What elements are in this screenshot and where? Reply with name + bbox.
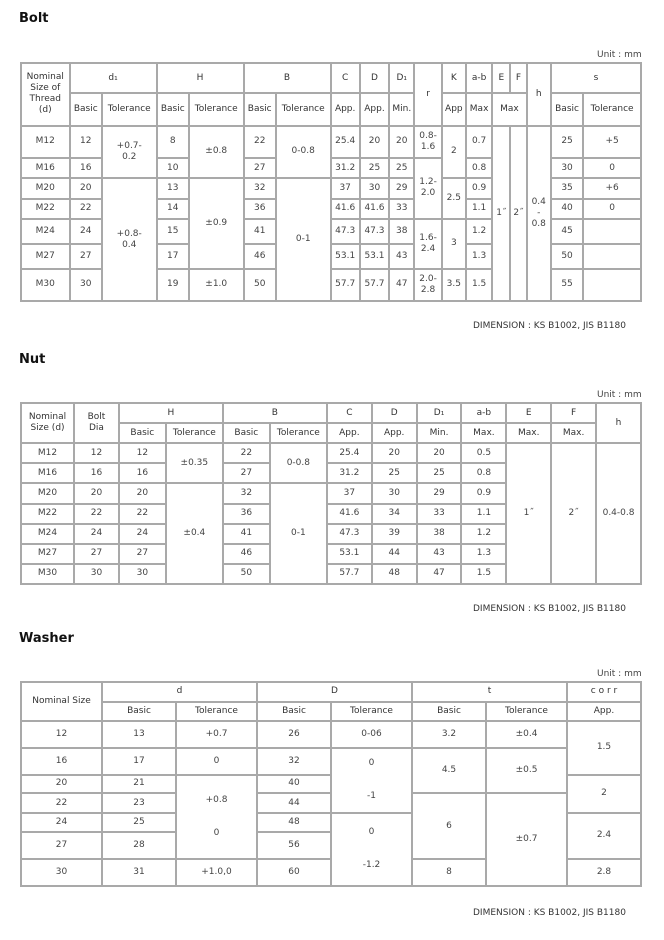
table-cell: 0-06 [332, 722, 411, 747]
bolt-subheader-b-tolerance: Tolerance [277, 94, 330, 124]
nut-header-h: H [120, 404, 222, 422]
table-cell: 27 [71, 245, 101, 268]
table-cell: 22 [75, 505, 118, 523]
nut-subheader-f-max: Max. [552, 424, 595, 442]
table-cell: 1.3 [467, 245, 491, 268]
nut-header-nominal-size: Nominal Size (d) [22, 404, 73, 442]
table-cell: 29 [390, 179, 413, 197]
table-cell: 37 [332, 179, 359, 197]
table-cell: 1.5 [467, 270, 491, 300]
table-cell: 41 [224, 525, 269, 543]
table-cell: 20 [361, 127, 388, 157]
table-cell: 26 [258, 722, 330, 747]
table-cell: 0 [584, 200, 640, 218]
table-cell: 20 [373, 444, 416, 462]
table-cell: 12 [71, 127, 101, 157]
table-cell: 0 -1.2 [332, 814, 411, 885]
table-cell: 43 [390, 245, 413, 268]
nut-header-c: C [328, 404, 371, 422]
table-cell: 38 [418, 525, 461, 543]
table-cell: 12 [120, 444, 165, 462]
table-cell: M20 [22, 179, 69, 197]
table-cell: 2˝ [511, 127, 525, 300]
table-cell: M24 [22, 525, 73, 543]
table-cell: 13 [158, 179, 188, 197]
table-cell: 32 [258, 749, 330, 774]
nut-header-e: E [507, 404, 550, 422]
bolt-subheader-d1-tolerance: Tolerance [103, 94, 156, 124]
table-cell: 53.1 [332, 245, 359, 268]
table-cell: 40 [552, 200, 582, 218]
table-cell: 57.7 [332, 270, 359, 300]
bolt-subheader-d1-basic: Basic [71, 94, 101, 124]
table-cell: M24 [22, 220, 69, 243]
table-cell: 48 [258, 814, 330, 832]
table-cell: 56 [258, 833, 330, 858]
table-cell: 24 [22, 814, 101, 832]
table-cell: ±0.35 [167, 444, 222, 482]
table-cell: 0.7 [467, 127, 491, 157]
table-cell: 47 [390, 270, 413, 300]
table-cell: 0.8- 1.6 [415, 127, 440, 157]
nut-header-d1: D₁ [418, 404, 461, 422]
table-cell: ±0.5 [487, 749, 566, 792]
table-cell: 38 [390, 220, 413, 243]
washer-subheader-corr-app: App. [568, 703, 640, 721]
table-cell: 1.3 [462, 545, 505, 563]
table-cell: 31.2 [328, 464, 371, 482]
table-cell: 10 [158, 159, 188, 177]
table-cell: 1.2 [462, 525, 505, 543]
table-cell: 0-0.8 [277, 127, 330, 178]
table-cell: 41.6 [361, 200, 388, 218]
table-cell: ±0.4 [167, 484, 222, 583]
table-cell: 44 [373, 545, 416, 563]
washer-header-corr: c o r r [568, 683, 640, 701]
nut-subheader-b-basic: Basic [224, 424, 269, 442]
table-cell: 34 [373, 505, 416, 523]
table-cell: 24 [120, 525, 165, 543]
nut-subheader-b-tolerance: Tolerance [271, 424, 326, 442]
table-cell: +0.7 [177, 722, 256, 747]
washer-dimension-note: DIMENSION : KS B1002, JIS B1180 [473, 908, 626, 918]
table-cell: 2.5 [443, 179, 465, 218]
table-cell: 0.9 [462, 484, 505, 502]
table-cell: 25 [361, 159, 388, 177]
table-cell: 46 [245, 245, 275, 268]
bolt-subheader-ab-max: Max [467, 94, 491, 124]
table-cell: 31.2 [332, 159, 359, 177]
bolt-header-e: E [493, 64, 509, 92]
nut-header-bolt-dia: Bolt Dia [75, 404, 118, 442]
table-cell: 53.1 [328, 545, 371, 563]
bolt-subheader-d-app: App. [361, 94, 388, 124]
table-cell: 12 [75, 444, 118, 462]
table-cell: 20 [418, 444, 461, 462]
bolt-section-title: Bolt [19, 11, 49, 26]
table-cell: 39 [373, 525, 416, 543]
washer-subheader-t-tolerance: Tolerance [487, 703, 566, 721]
table-cell: 4.5 [413, 749, 485, 792]
nut-unit-label: Unit : mm [597, 390, 642, 400]
table-cell: 25 [103, 814, 175, 832]
table-cell: 43 [418, 545, 461, 563]
table-cell: 41 [245, 220, 275, 243]
table-cell: 32 [224, 484, 269, 502]
table-cell: +0.7- 0.2 [103, 127, 156, 178]
washer-subheader-d-basic: Basic [103, 703, 175, 721]
table-cell: 33 [418, 505, 461, 523]
table-cell: 27 [22, 833, 101, 858]
table-cell: M30 [22, 565, 73, 583]
nut-section-title: Nut [19, 352, 46, 367]
bolt-unit-label: Unit : mm [597, 50, 642, 60]
table-cell: 47.3 [361, 220, 388, 243]
table-cell: 20 [75, 484, 118, 502]
nut-dimension-note: DIMENSION : KS B1002, JIS B1180 [473, 604, 626, 614]
table-cell: 19 [158, 270, 188, 300]
table-cell: 27 [224, 464, 269, 482]
table-cell: 6 [413, 794, 485, 858]
nut-subheader-h-tolerance: Tolerance [167, 424, 222, 442]
table-cell: 22 [22, 794, 101, 812]
table-cell: +6 [584, 179, 640, 197]
table-cell: 8 [158, 127, 188, 157]
bolt-subheader-ef-max: Max [493, 94, 525, 124]
bolt-header-d1: d₁ [71, 64, 156, 92]
table-cell: 24 [75, 525, 118, 543]
table-cell: 16 [75, 464, 118, 482]
washer-section-title: Washer [19, 631, 74, 646]
table-cell: 0 [584, 159, 640, 177]
nut-header-h-small: h [597, 404, 640, 442]
bolt-header-f: F [511, 64, 525, 92]
table-cell: 27 [75, 545, 118, 563]
table-cell: 47 [418, 565, 461, 583]
table-cell: 25 [390, 159, 413, 177]
table-cell: 1.1 [467, 200, 491, 218]
bolt-header-h: H [158, 64, 243, 92]
nut-header-b: B [224, 404, 326, 422]
washer-header-d: d [103, 683, 256, 701]
table-cell: 0.8 [462, 464, 505, 482]
bolt-header-b: B [245, 64, 330, 92]
table-cell: 2.0- 2.8 [415, 270, 440, 300]
table-cell [584, 220, 640, 243]
table-cell: 30 [71, 270, 101, 300]
washer-header-t: t [413, 683, 566, 701]
table-cell: 36 [245, 200, 275, 218]
table-cell: 2 [568, 776, 640, 812]
table-cell: 28 [103, 833, 175, 858]
bolt-header-ab: a-b [467, 64, 491, 92]
table-cell: 0 [177, 749, 256, 774]
table-cell: 3.5 [443, 270, 465, 300]
table-cell: 20 [390, 127, 413, 157]
table-cell: 22 [245, 127, 275, 157]
table-cell: 17 [158, 245, 188, 268]
table-cell: 36 [224, 505, 269, 523]
table-cell: 16 [22, 749, 101, 774]
table-cell: +0.8- 0.4 [103, 179, 156, 300]
table-cell: 25.4 [328, 444, 371, 462]
nut-subheader-e-max: Max. [507, 424, 550, 442]
table-cell: 0.5 [462, 444, 505, 462]
table-cell: 21 [103, 776, 175, 793]
table-cell: 35 [552, 179, 582, 197]
nut-table [20, 402, 642, 585]
bolt-header-d: D [361, 64, 388, 92]
table-cell: 30 [22, 860, 101, 885]
table-cell: ±1.0 [190, 270, 243, 300]
bolt-subheader-c-app: App. [332, 94, 359, 124]
table-cell: 1.2 [467, 220, 491, 243]
table-cell: 0-0.8 [271, 444, 326, 482]
table-cell: 20 [22, 776, 101, 793]
table-cell: 2.4 [568, 814, 640, 858]
nut-subheader-d1-min: Min. [418, 424, 461, 442]
table-cell: 1.2- 2.0 [415, 159, 440, 218]
bolt-header-h-small: h [528, 64, 550, 125]
table-cell: +5 [584, 127, 640, 157]
nut-header-f: F [552, 404, 595, 422]
table-cell: 47.3 [332, 220, 359, 243]
nut-subheader-c-app: App. [328, 424, 371, 442]
table-cell: 16 [120, 464, 165, 482]
table-cell: 48 [373, 565, 416, 583]
table-cell: 60 [258, 860, 330, 885]
table-cell: 0.4 - 0.8 [528, 127, 550, 300]
table-cell: 17 [103, 749, 175, 774]
bolt-dimension-note: DIMENSION : KS B1002, JIS B1180 [473, 321, 626, 331]
table-cell: 1.5 [568, 722, 640, 774]
table-cell: 24 [71, 220, 101, 243]
table-cell: 22 [120, 505, 165, 523]
table-cell: 1.6- 2.4 [415, 220, 440, 268]
table-cell: M16 [22, 464, 73, 482]
table-cell: 50 [552, 245, 582, 268]
table-cell: 0-1 [271, 484, 326, 583]
bolt-header-s: s [552, 64, 640, 92]
table-cell: 57.7 [328, 565, 371, 583]
table-cell: 1˝ [493, 127, 509, 300]
table-cell: M16 [22, 159, 69, 177]
bolt-header-c: C [332, 64, 359, 92]
washer-header-nominal-size: Nominal Size [22, 683, 101, 720]
nut-subheader-ab-max: Max. [462, 424, 505, 442]
table-cell: 22 [71, 200, 101, 218]
table-cell: 53.1 [361, 245, 388, 268]
nut-header-ab: a-b [462, 404, 505, 422]
table-cell: 8 [413, 860, 485, 885]
washer-subheader-D-basic: Basic [258, 703, 330, 721]
table-cell: 50 [224, 565, 269, 583]
table-cell: 37 [328, 484, 371, 502]
table-cell: 29 [418, 484, 461, 502]
table-cell: 31 [103, 860, 175, 885]
bolt-subheader-d1-min: Min. [390, 94, 413, 124]
table-cell: ±0.4 [487, 722, 566, 747]
table-cell: 32 [245, 179, 275, 197]
bolt-subheader-b-basic: Basic [245, 94, 275, 124]
nut-subheader-h-basic: Basic [120, 424, 165, 442]
table-cell: 1.1 [462, 505, 505, 523]
table-cell: 2 [443, 127, 465, 178]
table-cell: 22 [224, 444, 269, 462]
table-cell: 2˝ [552, 444, 595, 583]
table-cell: 25 [418, 464, 461, 482]
table-cell: 45 [552, 220, 582, 243]
table-cell: M27 [22, 245, 69, 268]
table-cell: 30 [75, 565, 118, 583]
table-cell [584, 270, 640, 300]
bolt-subheader-h-basic: Basic [158, 94, 188, 124]
table-cell: 44 [258, 794, 330, 812]
bolt-subheader-s-basic: Basic [552, 94, 582, 124]
table-cell: 0.9 [467, 179, 491, 197]
table-cell: 0.8 [467, 159, 491, 177]
table-cell: 30 [552, 159, 582, 177]
table-cell: M20 [22, 484, 73, 502]
table-cell: +0.8 0 [177, 776, 256, 858]
table-cell: ±0.7 [487, 794, 566, 885]
table-cell: 46 [224, 545, 269, 563]
table-cell: 40 [258, 776, 330, 793]
table-cell: 41.6 [332, 200, 359, 218]
table-cell: 27 [245, 159, 275, 177]
bolt-subheader-k-app: App [443, 94, 465, 124]
table-cell: 3 [443, 220, 465, 268]
table-cell: M22 [22, 505, 73, 523]
table-cell: 20 [120, 484, 165, 502]
table-cell: 57.7 [361, 270, 388, 300]
table-cell: ±0.8 [190, 127, 243, 178]
table-cell: 1.5 [462, 565, 505, 583]
table-cell: 50 [245, 270, 275, 300]
table-cell: 30 [361, 179, 388, 197]
bolt-subheader-h-tolerance: Tolerance [190, 94, 243, 124]
table-cell: 0 -1 [332, 749, 411, 812]
table-cell [584, 245, 640, 268]
bolt-header-r: r [415, 64, 440, 125]
bolt-table [20, 62, 642, 302]
table-cell: M27 [22, 545, 73, 563]
bolt-header-d1-min: D₁ [390, 64, 413, 92]
washer-header-D: D [258, 683, 411, 701]
table-cell: 47.3 [328, 525, 371, 543]
table-cell: 2.8 [568, 860, 640, 885]
table-cell: ±0.9 [190, 179, 243, 267]
table-cell: 0.4-0.8 [597, 444, 640, 583]
table-cell: 12 [22, 722, 101, 747]
table-cell: 20 [71, 179, 101, 197]
table-cell: 30 [120, 565, 165, 583]
washer-subheader-t-basic: Basic [413, 703, 485, 721]
table-cell: 23 [103, 794, 175, 812]
table-cell: 0-1 [277, 179, 330, 300]
nut-header-d: D [373, 404, 416, 422]
table-cell: M22 [22, 200, 69, 218]
bolt-header-nominal-size: Nominal Size of Thread (d) [22, 64, 69, 125]
table-cell: 1˝ [507, 444, 550, 583]
bolt-header-k: K [443, 64, 465, 92]
table-cell: 27 [120, 545, 165, 563]
table-cell: 30 [373, 484, 416, 502]
table-cell: 25.4 [332, 127, 359, 157]
washer-subheader-d-tolerance: Tolerance [177, 703, 256, 721]
table-cell: M12 [22, 444, 73, 462]
table-cell: 14 [158, 200, 188, 218]
table-cell: +1.0,0 [177, 860, 256, 885]
table-cell: 15 [158, 220, 188, 243]
nut-subheader-d-app: App. [373, 424, 416, 442]
table-cell: 25 [373, 464, 416, 482]
washer-table [20, 681, 642, 887]
washer-subheader-D-tolerance: Tolerance [332, 703, 411, 721]
table-cell: M30 [22, 270, 69, 300]
table-cell: M12 [22, 127, 69, 157]
table-cell: 33 [390, 200, 413, 218]
table-cell: 3.2 [413, 722, 485, 747]
table-cell: 25 [552, 127, 582, 157]
bolt-subheader-s-tolerance: Tolerance [584, 94, 640, 124]
washer-unit-label: Unit : mm [597, 669, 642, 679]
table-cell: 41.6 [328, 505, 371, 523]
table-cell: 55 [552, 270, 582, 300]
table-cell: 13 [103, 722, 175, 747]
table-cell: 16 [71, 159, 101, 177]
